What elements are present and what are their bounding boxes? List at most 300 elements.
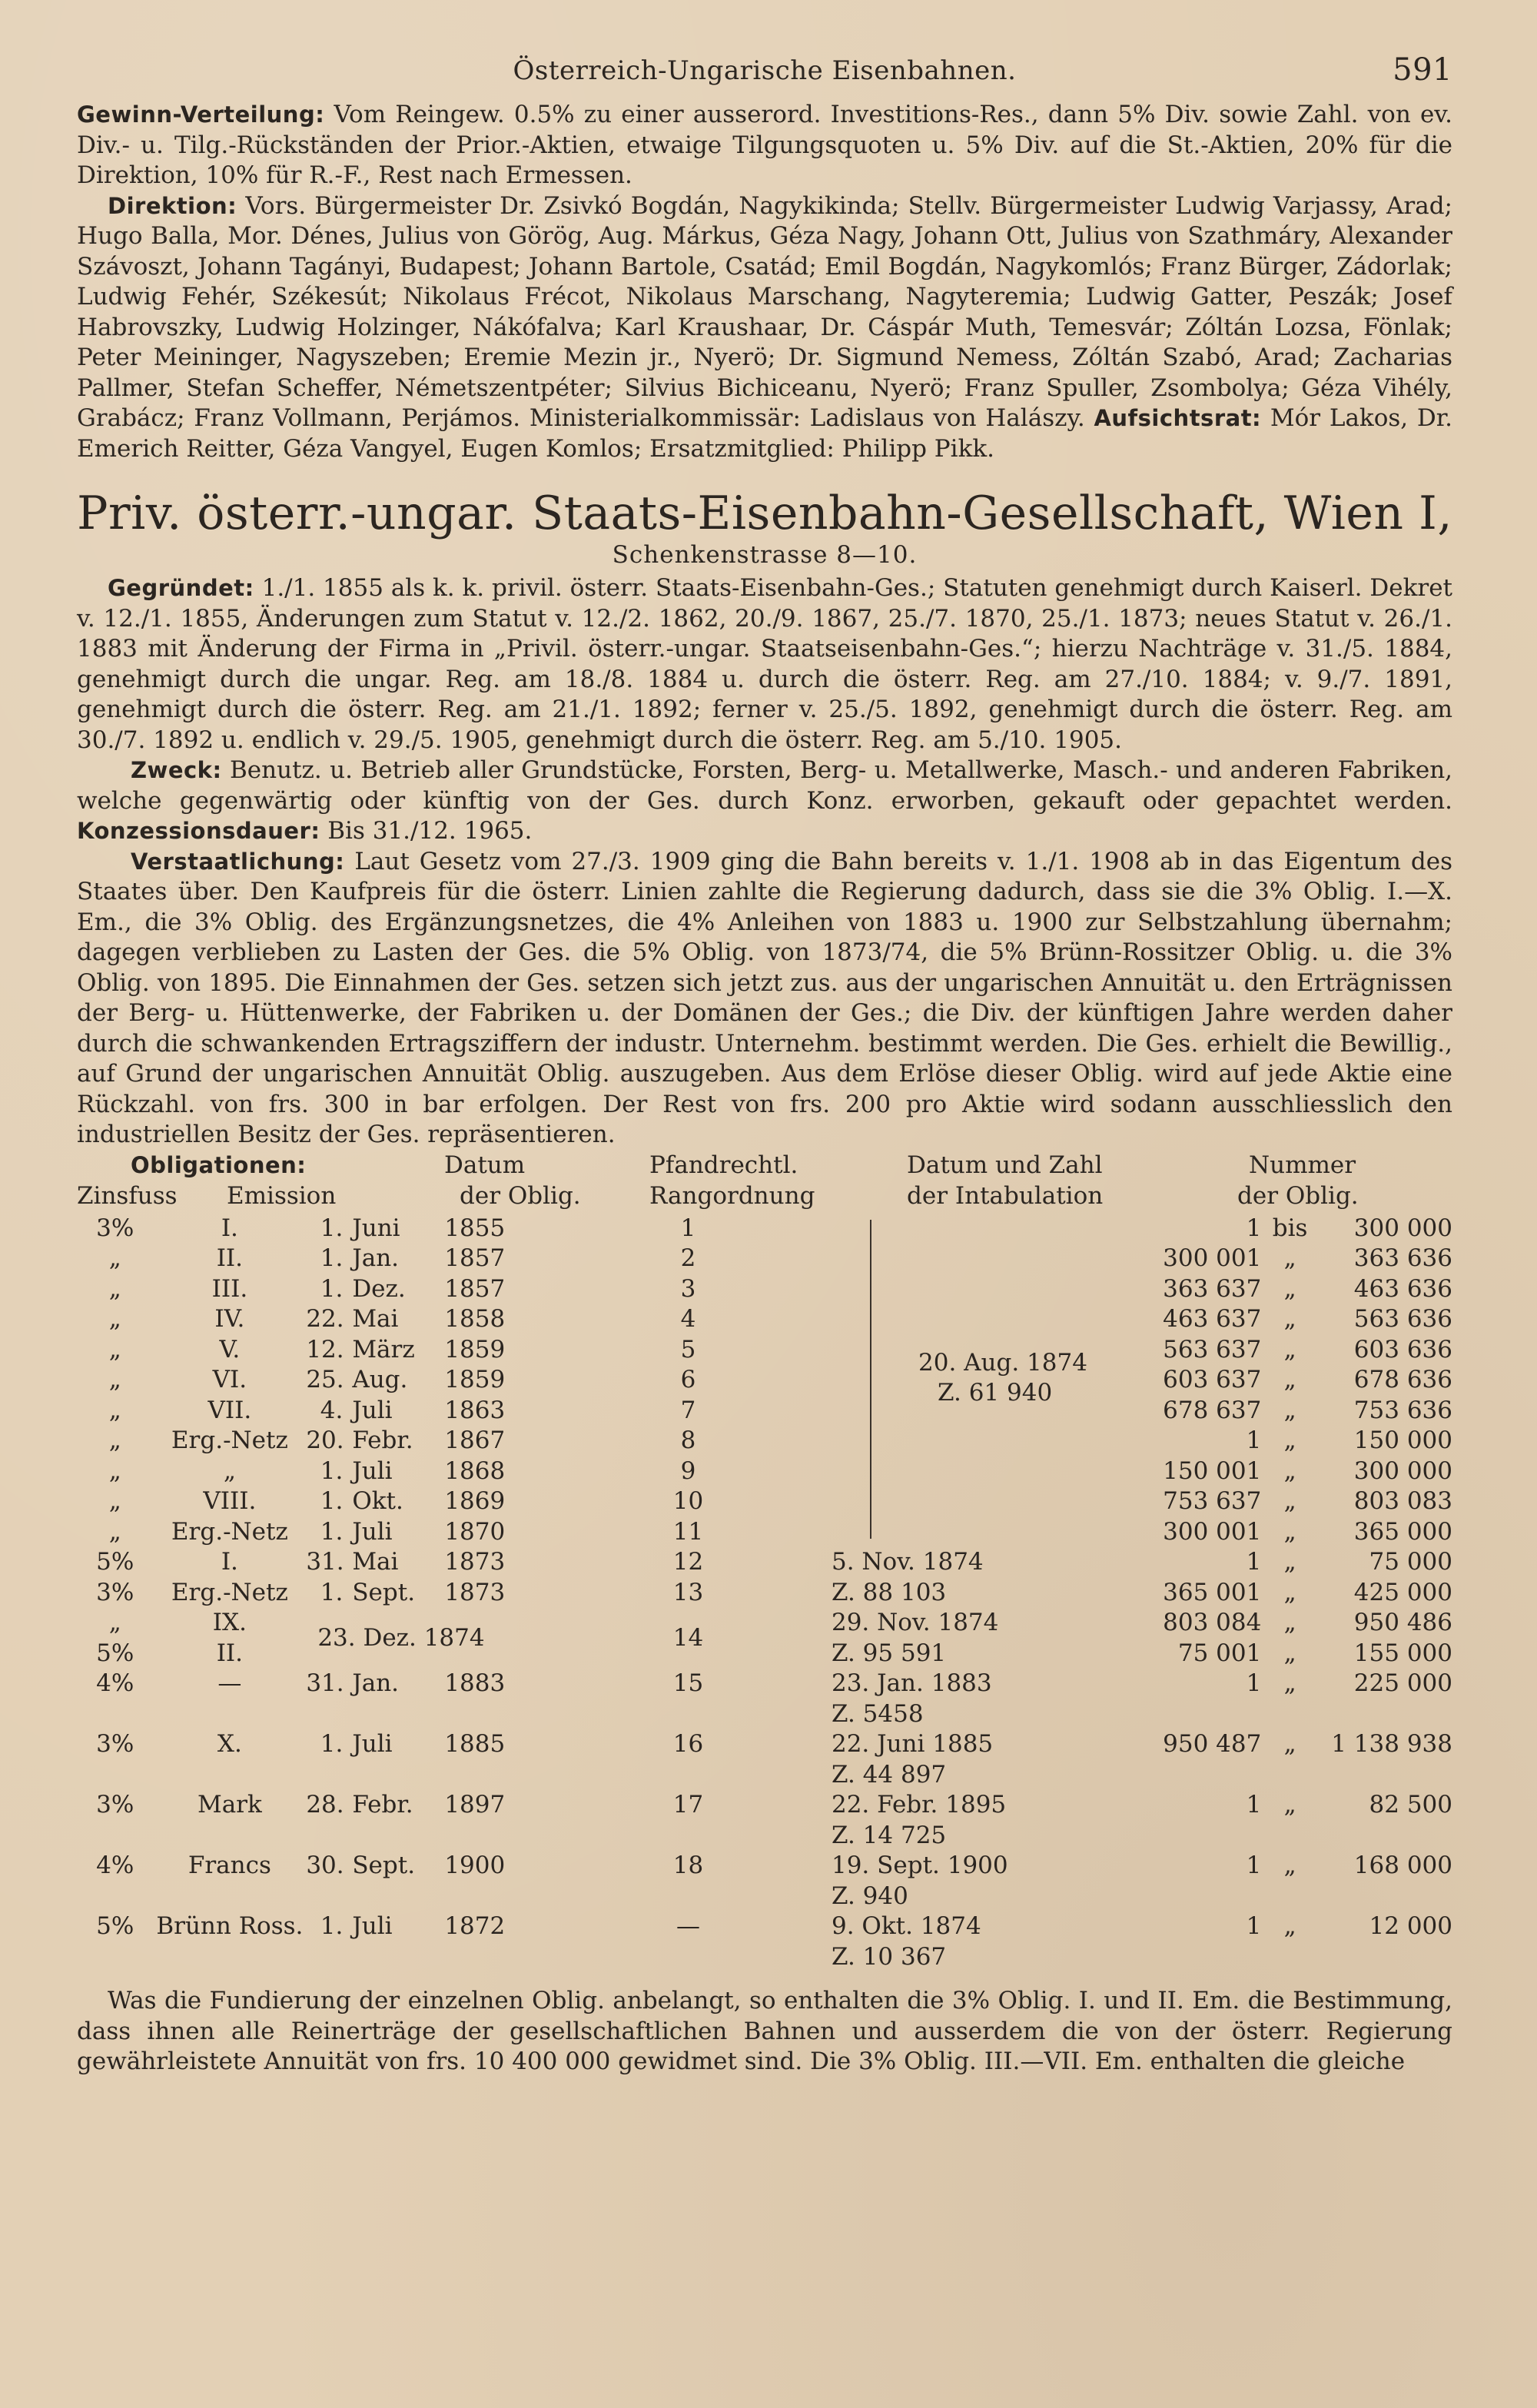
nummer-sep-cell: „ (1283, 1396, 1296, 1424)
intab-cell: Z. 14 725 (831, 1821, 947, 1849)
bracket-cell (793, 1426, 832, 1456)
datum-cell (306, 1396, 583, 1427)
zinsfuss-cell (77, 1942, 153, 1973)
emission-cell: VI. (212, 1366, 247, 1393)
intab-cell (832, 1274, 1137, 1305)
datum-month: Juni (352, 1214, 400, 1242)
verstaatlichung-label: Verstaatlichung: (131, 848, 345, 875)
konzessionsdauer-label: Konzessionsdauer: (77, 818, 320, 844)
table-row (77, 1578, 1452, 1609)
zinsfuss-cell (77, 1882, 153, 1912)
emission-cell (153, 1821, 306, 1852)
nummer-from-cell: 1 (1246, 1427, 1262, 1454)
bracket-cell (793, 1608, 832, 1639)
datum-year: 1863 (444, 1396, 506, 1424)
datum-month: Febr. (352, 1791, 413, 1818)
table-row (77, 1942, 1452, 1973)
nummer-from-cell: 603 637 (1163, 1366, 1262, 1393)
nummer-to-cell: 168 000 (1353, 1852, 1452, 1879)
nummer-sep-cell: „ (1283, 1517, 1296, 1546)
bracket-cell (793, 1274, 832, 1305)
nummer-sep-cell (1261, 1942, 1319, 1973)
nummer-from-cell: 1 (1246, 1669, 1262, 1697)
zinsfuss-cell: „ (108, 1335, 121, 1363)
nummer-to-cell: 225 000 (1353, 1669, 1452, 1697)
obligations-header (77, 1151, 1452, 1214)
zinsfuss-cell: „ (108, 1244, 121, 1272)
datum-day: 30. (306, 1852, 344, 1879)
nummer-to-cell (1319, 1942, 1452, 1973)
datum-year: 1857 (444, 1274, 506, 1303)
gegruendet-text: 1./1. 1855 als k. k. privil. österr. Staats-Eisenbahn-Ges.; Statuten genehmigt durch Kaiserl. Dekret v. 12./1. 1855, Änderungen zum Statut v. 12./2. 1862, 20./9. 1867, 25./7. 1870, 25./1. 1873; neues Statut v. 26./1. 1883 mit Änderung der Firma in „Privil. österr.-ungar. Staatseisenbahn-Ges.“; hierzu Nachträge v. 31./5. 1884, genehmigt durch die ungar. Reg. am 18./8. 1884 u. durch die österr. Reg. am 27./10. 1884; v. 9./7. 1891, genehmigt durch die österr. Reg. am 21./1. 1892; ferner v. 25./5. 1892, genehmigt durch die österr. Reg. am 30./7. 1892 u. endlich v. 29./5. 1905, genehmigt durch die österr. Reg. am 5./10. 1905. (77, 574, 1452, 754)
datum-month: Febr. (352, 1427, 413, 1454)
intab-group-note (918, 1348, 1087, 1408)
nummer-sep-cell: „ (1283, 1335, 1296, 1363)
nummer-to-cell: 1 138 938 (1331, 1730, 1452, 1758)
nummer-from-cell: 563 637 (1163, 1335, 1262, 1363)
table-row (77, 1274, 1452, 1305)
table-row (77, 1851, 1452, 1882)
intab-cell: Z. 44 897 (831, 1760, 947, 1789)
zinsfuss-cell: „ (108, 1366, 121, 1393)
nummer-sep-cell (1261, 1821, 1319, 1852)
nummer-to-cell: 753 636 (1353, 1396, 1452, 1424)
nummer-to-cell: 563 636 (1353, 1305, 1452, 1333)
rang-cell: 18 (672, 1852, 704, 1879)
direktion-paragraph (77, 191, 1452, 465)
bracket-cell (793, 1244, 832, 1274)
nummer-sep-cell: „ (1283, 1244, 1296, 1272)
intab-cell: 19. Sept. 1900 (831, 1852, 1008, 1879)
zinsfuss-cell: „ (108, 1305, 121, 1333)
nummer-to-cell: 155 000 (1353, 1639, 1452, 1667)
bracket-cell (793, 1790, 832, 1821)
datum-year: 1868 (444, 1456, 506, 1485)
nummer-to-cell: 678 636 (1353, 1366, 1452, 1393)
nummer-from-cell: 803 084 (1163, 1609, 1262, 1636)
verstaatlichung-paragraph (77, 847, 1452, 1151)
bracket-cell (793, 1669, 832, 1699)
emission-cell: III. (211, 1274, 248, 1303)
datum-month: Juli (352, 1456, 393, 1485)
nummer-sep-cell: „ (1283, 1791, 1296, 1818)
datum-cell (306, 1547, 583, 1578)
intab-group-number: Z. 61 940 (938, 1378, 1053, 1407)
nummer-to-cell (1319, 1882, 1452, 1912)
nummer-from-cell: 150 001 (1163, 1456, 1262, 1485)
nummer-to-cell: 363 636 (1353, 1244, 1452, 1272)
nummer-to-cell (1319, 1760, 1452, 1791)
emission-cell (153, 1699, 306, 1730)
datum-day: 31. (306, 1669, 344, 1697)
emission-cell: I. (221, 1548, 238, 1576)
emission-cell (153, 1760, 306, 1791)
rang-cell: 17 (672, 1791, 704, 1818)
datum-day: 1. (320, 1214, 344, 1242)
emission-cell: IV. (214, 1305, 245, 1333)
intab-cell: 23. Jan. 1883 (831, 1669, 992, 1697)
datum-month: Dez. (352, 1274, 406, 1303)
nummer-to-cell: 12 000 (1369, 1912, 1452, 1940)
rang-cell: 12 (672, 1548, 704, 1576)
datum-day: 31. (306, 1548, 344, 1576)
nummer-sep-cell: „ (1283, 1274, 1296, 1303)
datum-cell (306, 1426, 583, 1456)
emission-cell: II. (216, 1244, 244, 1272)
datum-month: Mai (352, 1305, 399, 1333)
table-row (77, 1547, 1452, 1578)
col-nummer-header-2: der Oblig. (1237, 1181, 1359, 1210)
emission-cell: IX. (212, 1609, 247, 1636)
nummer-sep-cell: bis (1272, 1214, 1308, 1242)
emission-cell: — (217, 1669, 242, 1697)
datum-year: 1859 (444, 1335, 506, 1363)
rang-cell: 10 (672, 1487, 704, 1515)
bracket-cell (793, 1547, 832, 1578)
rang-cell: 8 (680, 1427, 696, 1454)
datum-month: Sept. (352, 1852, 416, 1879)
nummer-sep-cell (1261, 1699, 1319, 1730)
nummer-sep-cell: „ (1283, 1669, 1296, 1697)
nummer-from-cell (1137, 1821, 1262, 1852)
nummer-sep-cell: „ (1283, 1456, 1296, 1485)
intab-cell (832, 1244, 1137, 1274)
datum-day: 1. (320, 1578, 344, 1606)
col-datum-header-2: der Oblig. (460, 1181, 581, 1210)
col-intab-header-2: der Intabulation (907, 1181, 1104, 1210)
table-row (77, 1335, 1452, 1366)
datum-cell (306, 1821, 583, 1852)
rang-cell: 16 (672, 1730, 704, 1758)
intab-cell: Z. 88 103 (831, 1578, 947, 1606)
datum-month: Juli (352, 1517, 393, 1546)
table-row (77, 1426, 1452, 1456)
datum-day: 1. (320, 1517, 344, 1546)
obligations-table (77, 1214, 1452, 1973)
nummer-from-cell (1137, 1699, 1262, 1730)
table-row (77, 1760, 1452, 1791)
nummer-to-cell: 300 000 (1353, 1214, 1452, 1242)
datum-month: Mai (352, 1548, 399, 1576)
bracket-cell (793, 1911, 832, 1942)
datum-month: Juli (352, 1912, 393, 1940)
zinsfuss-cell: 4% (96, 1669, 134, 1697)
intab-cell: 5. Nov. 1874 (831, 1548, 984, 1576)
aufsichtsrat-label: Aufsichtsrat: (1094, 405, 1262, 431)
bracket-cell (793, 1578, 832, 1609)
table-row (77, 1244, 1452, 1274)
rang-cell: 13 (672, 1578, 704, 1606)
emission-cell (153, 1882, 306, 1912)
rang-cell: 11 (672, 1517, 704, 1546)
datum-day: 1. (320, 1456, 344, 1485)
datum-day: 12. (306, 1335, 344, 1363)
datum-year: 1859 (444, 1366, 506, 1393)
emission-cell: Brünn Ross. (156, 1912, 304, 1940)
datum-day: 25. (306, 1366, 344, 1393)
table-row (77, 1214, 1452, 1244)
col-emission-header: Emission (227, 1181, 337, 1210)
intab-group-bracket (870, 1220, 871, 1539)
nummer-to-cell: 603 636 (1353, 1335, 1452, 1363)
datum-cell (306, 1365, 583, 1396)
zweck-text: Benutz. u. Betrieb aller Grundstücke, Forsten, Berg- u. Metallwerke, Masch.- und anderen Fabriken, welche gegenwärtig oder künftig von der Ges. durch Konz. erworben, gekauft oder gepachtet werden. (77, 756, 1453, 815)
table-row (77, 1486, 1452, 1517)
bracket-cell (793, 1821, 832, 1852)
table-row (77, 1456, 1452, 1487)
nummer-sep-cell: „ (1283, 1548, 1296, 1576)
intab-cell (832, 1214, 1137, 1244)
bracket-cell (793, 1335, 832, 1366)
bracket-cell (793, 1365, 832, 1396)
nummer-from-cell: 463 637 (1163, 1305, 1262, 1333)
table-row (77, 1396, 1452, 1427)
datum-day: 4. (320, 1396, 344, 1424)
intab-cell (832, 1456, 1137, 1487)
nummer-to-cell: 365 000 (1353, 1517, 1452, 1546)
nummer-from-cell: 1 (1246, 1214, 1262, 1242)
zinsfuss-cell: „ (108, 1487, 121, 1515)
nummer-sep-cell (1261, 1882, 1319, 1912)
gegruendet-paragraph (77, 573, 1452, 756)
zinsfuss-cell: „ (108, 1274, 121, 1303)
nummer-to-cell: 950 486 (1353, 1609, 1452, 1636)
datum-day: 1. (320, 1274, 344, 1303)
nummer-sep-cell: „ (1283, 1305, 1296, 1333)
nummer-sep-cell: „ (1283, 1366, 1296, 1393)
nummer-from-cell (1137, 1942, 1262, 1973)
emission-cell: „ (223, 1456, 236, 1485)
bracket-cell (793, 1729, 832, 1760)
bracket-cell (793, 1639, 832, 1669)
bracket-cell (793, 1517, 832, 1548)
nummer-sep-cell: „ (1283, 1639, 1296, 1667)
datum-cell (306, 1214, 583, 1244)
emission-cell: Erg.-Netz (171, 1578, 288, 1606)
nummer-to-cell: 300 000 (1353, 1456, 1452, 1485)
bracket-cell (793, 1304, 832, 1335)
zinsfuss-cell (77, 1760, 153, 1791)
zinsfuss-cell (77, 1699, 153, 1730)
aufsichtsrat-text: Mór Lakos, Dr. Emerich Reitter, Géza Vangyel, Eugen Komlos; Ersatzmitglied: Philipp Pikk. (77, 404, 1453, 463)
zinsfuss-cell: 5% (96, 1639, 134, 1667)
intab-cell (832, 1426, 1137, 1456)
nummer-from-cell: 1 (1246, 1852, 1262, 1879)
emission-cell: Erg.-Netz (171, 1517, 288, 1546)
konzessionsdauer-text: Bis 31./12. 1965. (327, 817, 533, 845)
nummer-sep-cell: „ (1283, 1912, 1296, 1940)
nummer-from-cell: 678 637 (1163, 1396, 1262, 1424)
intab-cell: Z. 95 591 (831, 1639, 947, 1667)
datum-day: 20. (306, 1427, 344, 1454)
col-intab-header-1: Datum und Zahl (907, 1151, 1103, 1179)
nummer-sep-cell: „ (1283, 1427, 1296, 1454)
nummer-from-cell: 365 001 (1163, 1578, 1262, 1606)
table-row (77, 1911, 1452, 1942)
zinsfuss-cell: 5% (96, 1912, 134, 1940)
nummer-from-cell: 363 637 (1163, 1274, 1262, 1303)
emission-cell (153, 1942, 306, 1973)
nummer-to-cell: 150 000 (1353, 1427, 1452, 1454)
datum-year: 1900 (444, 1852, 506, 1879)
datum-day: 1. (320, 1912, 344, 1940)
nummer-from-cell: 1 (1246, 1912, 1262, 1940)
datum-year: 1885 (444, 1730, 506, 1758)
intab-cell (832, 1517, 1137, 1548)
datum-cell (306, 1456, 583, 1487)
zinsfuss-cell: „ (108, 1427, 121, 1454)
datum-month: Okt. (352, 1487, 403, 1515)
bracket-cell (793, 1456, 832, 1487)
datum-cell (306, 1790, 583, 1821)
nummer-from-cell: 300 001 (1163, 1244, 1262, 1272)
nummer-sep-cell: „ (1283, 1730, 1296, 1758)
datum-cell (306, 1274, 583, 1305)
verstaatlichung-text: Laut Gesetz vom 27./3. 1909 ging die Bahn bereits v. 1./1. 1908 ab in das Eigentum des Staates über. Den Kaufpreis für die österr. Linien zahlte die Regierung dadurch, dass sie die 3% Oblig. I.—X. Em., die 3% Oblig. des Ergänzungsnetzes, die 4% Anleihen von 1883 u. 1900 zur Selbstzahlung übernahm; dagegen verblieben zu Lasten der Ges. die 5% Oblig. von 1873/74, die 5% Brünn-Rossitzer Oblig. u. die 3% Oblig. von 1895. Die Einnahmen der Ges. setzen sich jetzt zus. aus der ungarischen Annuität u. den Erträgnissen der Berg- u. Hüttenwerke, der Fabriken u. der Domänen der Ges.; die Div. der künftigen Jahre werden daher durch die schwankenden Ertragsziffern der industr. Unternehm. bestimmt werden. Die Ges. erhielt die Bewillig., auf Grund der ungarischen Annuität Oblig. auszugeben. Aus dem Erlöse dieser Oblig. wird auf jede Aktie eine Rückzahl. von frs. 300 in bar erfolgen. Der Rest von frs. 200 pro Aktie wird sodann ausschliesslich den industriellen Besitz der Ges. repräsentieren. (77, 847, 1452, 1148)
rang-cell: 2 (680, 1244, 696, 1272)
bracket-cell (793, 1214, 832, 1244)
rang-cell (583, 1821, 793, 1852)
nummer-to-cell (1319, 1699, 1452, 1730)
col-pfand-header-1: Pfandrechtl. (649, 1151, 798, 1179)
nummer-to-cell: 75 000 (1369, 1548, 1452, 1576)
datum-month: Jan. (352, 1669, 400, 1697)
datum-year: 1870 (444, 1517, 506, 1546)
datum-cell (306, 1486, 583, 1517)
col-nummer-header-1: Nummer (1249, 1151, 1356, 1179)
table-row (77, 1608, 1452, 1639)
nummer-sep-cell: „ (1283, 1487, 1296, 1515)
datum-year: 1857 (444, 1244, 506, 1272)
nummer-from-cell (1137, 1760, 1262, 1791)
datum-month: Sept. (352, 1578, 416, 1606)
datum-year: 1883 (444, 1669, 506, 1697)
page-number: 591 (1393, 52, 1452, 88)
table-row (77, 1517, 1452, 1548)
rang-cell: 1 (680, 1214, 696, 1242)
zinsfuss-cell: 5% (96, 1548, 134, 1576)
emission-cell: VII. (207, 1396, 252, 1424)
table-row (77, 1699, 1452, 1730)
table-row (77, 1790, 1452, 1821)
rang-cell: 14 (672, 1624, 704, 1652)
nummer-sep-cell: „ (1283, 1852, 1296, 1879)
gewinn-verteilung-paragraph (77, 100, 1452, 191)
datum-month: Aug. (352, 1366, 408, 1393)
intab-cell: 29. Nov. 1874 (831, 1609, 999, 1636)
datum-cell (306, 1699, 583, 1730)
emission-cell: VIII. (203, 1487, 257, 1515)
bracket-cell (793, 1851, 832, 1882)
intab-cell: 22. Juni 1885 (831, 1730, 994, 1758)
emission-cell: Mark (197, 1791, 262, 1818)
direktion-label: Direktion: (108, 192, 237, 219)
col-datum-header-1: Datum (444, 1151, 526, 1179)
zinsfuss-cell: „ (108, 1396, 121, 1424)
gegruendet-label: Gegründet: (108, 575, 254, 601)
datum-year: 1873 (444, 1548, 506, 1576)
intab-cell: 22. Febr. 1895 (831, 1791, 1007, 1818)
zinsfuss-cell: „ (108, 1456, 121, 1485)
emission-cell: Erg.-Netz (171, 1427, 288, 1454)
emission-cell: V. (219, 1335, 241, 1363)
rang-cell (583, 1760, 793, 1791)
datum-year: 1869 (444, 1487, 506, 1515)
datum-day: 28. (306, 1791, 344, 1818)
datum-cell (306, 1669, 583, 1699)
bracket-cell (793, 1699, 832, 1730)
table-row (77, 1365, 1452, 1396)
nummer-sep-cell (1261, 1760, 1319, 1791)
table-row (77, 1729, 1452, 1760)
datum-year: 1897 (444, 1791, 506, 1818)
nummer-from-cell: 300 001 (1163, 1517, 1262, 1546)
datum-month: Juli (352, 1396, 393, 1424)
rang-cell: 15 (672, 1669, 704, 1697)
datum-month: Jan. (352, 1244, 400, 1272)
zinsfuss-cell: 3% (96, 1578, 134, 1606)
table-row (77, 1669, 1452, 1699)
intab-cell (832, 1486, 1137, 1517)
nummer-sep-cell: „ (1283, 1609, 1296, 1636)
nummer-from-cell (1137, 1882, 1262, 1912)
bracket-cell (793, 1486, 832, 1517)
closing-paragraph (77, 1986, 1452, 2078)
datum-cell (306, 1760, 583, 1791)
zweck-label: Zweck: (131, 757, 222, 783)
datum-year: 1867 (444, 1427, 506, 1454)
emission-cell: Francs (188, 1852, 271, 1879)
nummer-from-cell: 1 (1246, 1791, 1262, 1818)
datum-cell (306, 1578, 583, 1609)
datum-day: 1. (320, 1487, 344, 1515)
page-header (77, 46, 1452, 100)
table-row (77, 1821, 1452, 1852)
zinsfuss-cell: „ (108, 1609, 121, 1636)
datum-month: März (352, 1335, 415, 1363)
nummer-to-cell: 463 636 (1353, 1274, 1452, 1303)
rang-cell (583, 1882, 793, 1912)
nummer-to-cell (1319, 1821, 1452, 1852)
nummer-to-cell: 425 000 (1353, 1578, 1452, 1606)
bracket-cell (793, 1942, 832, 1973)
datum-day: 1. (320, 1244, 344, 1272)
datum-cell (306, 1851, 583, 1882)
datum-cell (306, 1882, 583, 1912)
intab-cell: Z. 10 367 (831, 1942, 947, 1971)
rang-cell: 4 (680, 1305, 696, 1333)
zinsfuss-cell: 3% (96, 1214, 134, 1242)
rang-cell: 6 (680, 1366, 696, 1393)
datum-cell (306, 1729, 583, 1760)
direktion-text: Vors. Bürgermeister Dr. Zsivkó Bogdán, Nagykikinda; Stellv. Bürgermeister Ludwig Varjassy, Arad; Hugo Balla, Mor. Dénes, Julius von Görög, Aug. Márkus, Géza Nagy, Johann Ott, Julius von Szathmáry, Alexander Szávoszt, Johann Tagányi, Budapest; Johann Bartole, Csatád; Emil Bogdán, Nagykomlós; Franz Bürger, Zádorlak; Ludwig Fehér, Székesút; Nikolaus Frécot, Nikolaus Marschang, Nagyteremia; Ludwig Gatter, Peszák; Josef Habrovszky, Ludwig Holzinger, Nákófalva; Karl Kraushaar, Dr. Cáspár Muth, Temesvár; Zóltán Lozsa, Fönlak; Peter Meininger, Nagyszeben; Eremie Mezin jr., Nyerö; Dr. Sigmund Nemess, Zóltán Szabó, Arad; Zacharias Pallmer, Stefan Scheffer, Németszentpéter; Silvius Bichiceanu, Nyerö; Franz Spuller, Zsombolya; Géza Vihély, Grabácz; Franz Vollmann, Perjámos. Ministerialkommissär: Ladislaus von Halászy. (77, 191, 1452, 432)
zinsfuss-cell: 3% (96, 1730, 134, 1758)
nummer-from-cell: 75 001 (1177, 1639, 1262, 1667)
gewinn-verteilung-text: Vom Reingew. 0.5% zu einer ausserord. Investitions-Res., dann 5% Div. sowie Zahl. von ev. Div.- u. Tilg.-Rückständen der Prior.-Aktien, etwaige Tilgungsquoten u. 5% Div. auf die St.-Aktien, 20% für die Direktion, 10% für R.-F., Rest nach Ermessen. (77, 101, 1452, 189)
intab-cell: Z. 940 (831, 1882, 908, 1910)
datum-cell (306, 1517, 583, 1548)
col-pfand-header-2: Rangordnung (649, 1181, 815, 1210)
rang-cell: — (676, 1912, 701, 1940)
company-heading: Priv. österr.-ungar. Staats-Eisenbahn-Gesellschaft, Wien I, (77, 487, 1452, 540)
nummer-from-cell: 1 (1246, 1548, 1262, 1576)
zinsfuss-cell: 4% (96, 1852, 134, 1879)
datum-cell (306, 1911, 583, 1942)
obligations-label: Obligationen: (131, 1151, 307, 1178)
nummer-to-cell: 82 500 (1369, 1791, 1452, 1818)
intab-group-date: 20. Aug. 1874 (918, 1348, 1087, 1377)
bracket-cell (793, 1882, 832, 1912)
